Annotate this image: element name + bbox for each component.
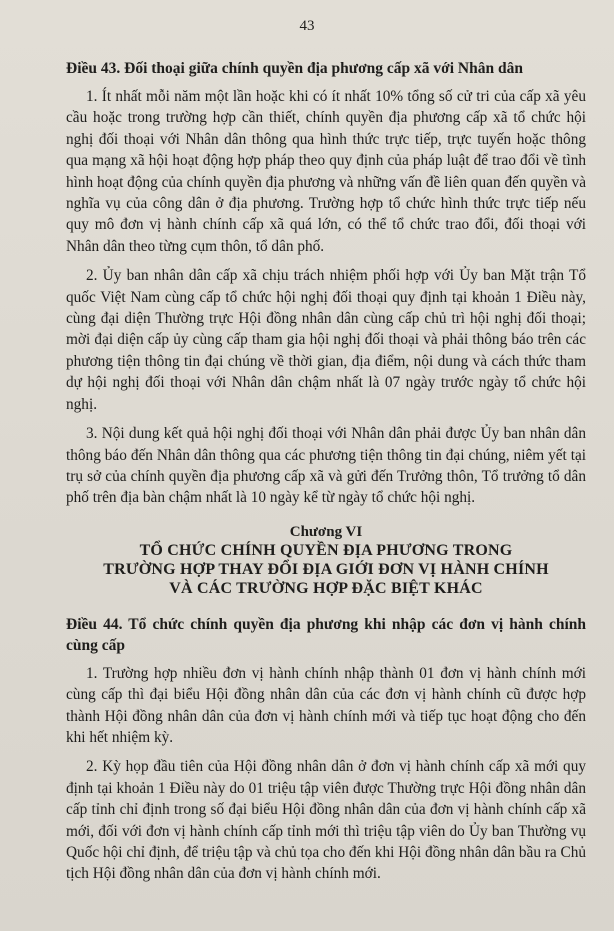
chapter-label: Chương VI	[289, 523, 363, 540]
article-43-clause-1: 1. Ít nhất mỗi năm một lần hoặc khi có ít nhất 10% tổng số cử tri của cấp xã yêu cầu hoặc trong trường hợp cần thiết, chính quyền địa phương cấp xã tổ chức hội nghị đối thoại với Nhân dân thông qua hình thức trực tiếp, trực tuyến hoặc thông qua mạng xã hội hoạt động hợp pháp theo quy định của pháp luật để trao đổi về tình hình hoạt động của chính quyền địa phương và những vấn đề liên quan đến quyền và nghĩa vụ của công dân ở địa phương. Trường hợp tổ chức hình thức trực tiếp nếu quy mô đơn vị hành chính cấp xã quá lớn, có thể tổ chức trao đổi, đối thoại với Nhân dân theo từng cụm thôn, tổ dân phố.	[66, 88, 586, 255]
article-44-clause-1: 1. Trường hợp nhiều đơn vị hành chính nhập thành 01 đơn vị hành chính mới cùng cấp thì đại biểu Hội đồng nhân dân của các đơn vị hành chính cũ được hợp thành Hội đồng nhân dân của đơn vị hành chính mới và tiếp tục hoạt động cho đến khi hết nhiệm kỳ.	[66, 664, 586, 746]
chapter-title-line-2: TRƯỜNG HỢP THAY ĐỔI ĐỊA GIỚI ĐƠN VỊ HÀNH CHÍNH	[103, 560, 549, 578]
article-43-clause-2: 2. Ủy ban nhân dân cấp xã chịu trách nhiệm phối hợp với Ủy ban Mặt trận Tổ quốc Việt Nam cùng cấp tổ chức hội nghị đối thoại quy định tại khoản 1 Điều này, cùng đại diện Thường trực Hội đồng nhân dân cùng cấp chủ trì hội nghị đối thoại; mời đại diện cấp ủy cùng cấp tham gia hội nghị đối thoại và phải thông báo trên các phương tiện thông tin đại chúng về thời gian, địa điểm, nội dung và cách thức tham dự hội nghị đối thoại với Nhân dân chậm nhất là 07 ngày trước ngày tổ chức hội nghị.	[66, 267, 586, 413]
page-content	[66, 58, 586, 893]
article-44-heading: Điều 44. Tổ chức chính quyền địa phương khi nhập các đơn vị hành chính cùng cấp	[66, 615, 586, 654]
chapter-header	[66, 523, 586, 598]
page-number: 43	[299, 18, 315, 34]
chapter-title-line-3: VÀ CÁC TRƯỜNG HỢP ĐẶC BIỆT KHÁC	[169, 579, 483, 597]
article-43-clause-3: 3. Nội dung kết quả hội nghị đối thoại với Nhân dân phải được Ủy ban nhân dân thông báo đến Nhân dân thông qua các phương tiện thông tin đại chúng, niêm yết tại trụ sở của chính quyền địa phương cấp xã và gửi đến Trưởng thôn, Tổ trưởng tổ dân phố trên địa bàn chậm nhất là 10 ngày kể từ ngày tổ chức hội nghị.	[66, 425, 586, 507]
article-43-heading: Điều 43. Đối thoại giữa chính quyền địa phương cấp xã với Nhân dân	[66, 60, 523, 77]
chapter-title-line-1: TỔ CHỨC CHÍNH QUYỀN ĐỊA PHƯƠNG TRONG	[139, 541, 513, 559]
article-44-clause-2: 2. Kỳ họp đầu tiên của Hội đồng nhân dân ở đơn vị hành chính cấp xã mới quy định tại khoản 1 Điều này do 01 triệu tập viên được Thường trực Hội đồng nhân dân cấp tỉnh chỉ định trong số đại biểu Hội đồng nhân dân của đơn vị hành chính cấp xã mới, đối với đơn vị hành chính cấp tỉnh mới thì triệu tập viên do Ủy ban Thường vụ Quốc hội chỉ định, để triệu tập và chủ tọa cho đến khi Hội đồng nhân dân bầu ra Chủ tịch Hội đồng nhân dân của đơn vị hành chính mới.	[66, 758, 586, 883]
